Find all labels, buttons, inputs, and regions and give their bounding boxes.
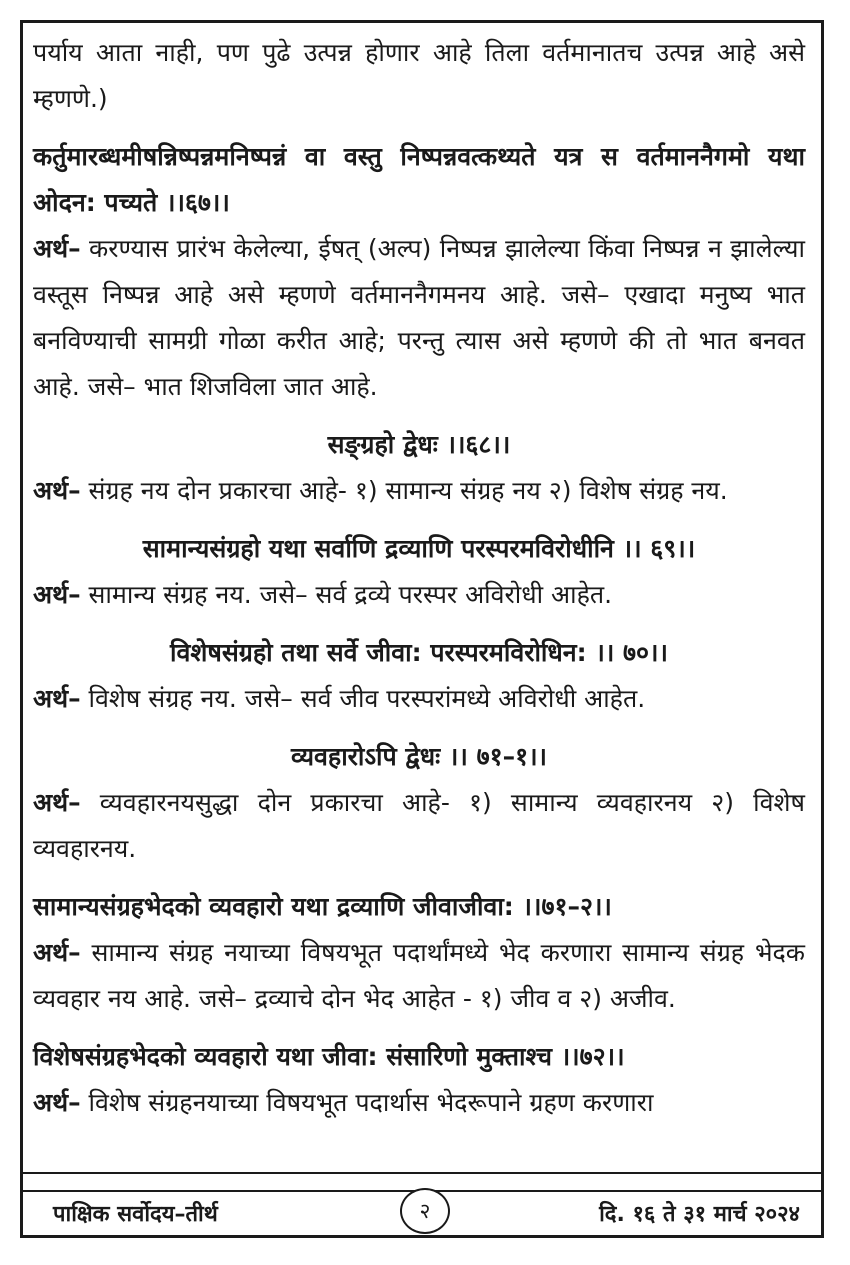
meaning-label: अर्थ– — [33, 938, 81, 967]
footer-divider — [20, 1172, 824, 1174]
page-number: २ — [400, 1188, 450, 1234]
meaning-label: अर्थ– — [33, 788, 81, 817]
meaning-label: अर्थ– — [33, 684, 81, 713]
publication-name: पाक्षिक सर्वोदय–तीर्थ — [53, 1202, 218, 1227]
issue-date: दि. १६ ते ३१ मार्च २०२४ — [599, 1202, 800, 1227]
meaning-paragraph — [33, 468, 805, 514]
page-content — [33, 30, 805, 1126]
meaning-label: अर्थ– — [33, 234, 81, 263]
meaning-label: अर्थ– — [33, 1088, 81, 1117]
meaning-paragraph — [33, 1080, 805, 1126]
sutra-verse: व्यवहारोऽपि द्वेधः ।। ७१–१।। — [290, 742, 548, 771]
sutra-verse: सामान्यसंग्रहभेदको व्यवहारो यथा द्रव्याणि जीवाजीवा: ।।७१–२।। — [33, 892, 612, 921]
meaning-text: पर्याय आता नाही, पण पुढे उत्पन्न होणार आहे तिला वर्तमानातच उत्पन्न आहे असे म्हणणे.) — [33, 38, 805, 113]
meaning-paragraph — [33, 30, 805, 122]
sutra-verse: सङ्ग्रहो द्वेधः ।।६८।। — [327, 430, 511, 459]
meaning-text: संग्रह नय दोन प्रकारचा आहे- १) सामान्य संग्रह नय २) विशेष संग्रह नय. — [88, 476, 728, 505]
meaning-text: विशेष संग्रह नय. जसे– सर्व जीव परस्परांमध्ये अविरोधी आहेत. — [88, 684, 646, 713]
sutra-verse: विशेषसंग्रहो तथा सर्वे जीवा: परस्परमविरोधिन: ।। ७०।। — [170, 638, 668, 667]
meaning-text: विशेष संग्रहनयाच्या विषयभूत पदार्थास भेदरूपाने ग्रहण करणारा — [88, 1088, 654, 1117]
meaning-text: व्यवहारनयसुद्धा दोन प्रकारचा आहे- १) सामान्य व्यवहारनय २) विशेष व्यवहारनय. — [33, 788, 805, 863]
meaning-text: सामान्य संग्रह नय. जसे– सर्व द्रव्ये परस्पर अविरोधी आहेत. — [88, 580, 613, 609]
sutra-verse: विशेषसंग्रहभेदको व्यवहारो यथा जीवा: संसारिणो मुक्ताश्च ।।७२।। — [33, 1042, 625, 1071]
sutra-verse: कर्तुमारब्धमीषन्निष्पन्नमनिष्पन्नं वा वस्तु निष्पन्नवत्कथ्यते यत्र स वर्तमाननैगमो यथा ओदन: पच्यते ।।६७।। — [33, 142, 805, 217]
meaning-paragraph — [33, 572, 805, 618]
meaning-text: करण्यास प्रारंभ केलेल्या, ईषत् (अल्प) निष्पन्न झालेल्या किंवा निष्पन्न न झालेल्या वस्तूस निष्पन्न आहे असे म्हणणे वर्तमाननैगमनय आहे. जसे– एखादा मनुष्य भात बनविण्याची सामग्री गोळा करीत आहे; परन्तु त्यास असे म्हणणे की तो भात बनवत आहे. जसे– भात शिजविला जात आहे. — [33, 234, 805, 401]
meaning-paragraph — [33, 780, 805, 872]
meaning-paragraph — [33, 676, 805, 722]
meaning-text: सामान्य संग्रह नयाच्या विषयभूत पदार्थांमध्ये भेद करणारा सामान्य संग्रह भेदक व्यवहार नय आहे. जसे– द्रव्याचे दोन भेद आहेत - १) जीव व २) अजीव. — [33, 938, 806, 1013]
sutra-verse: सामान्यसंग्रहो यथा सर्वाणि द्रव्याणि परस्परमविरोधीनि ।। ६९।। — [142, 534, 696, 563]
meaning-paragraph — [33, 930, 805, 1022]
meaning-paragraph — [33, 226, 805, 410]
meaning-label: अर्थ– — [33, 580, 81, 609]
page-footer — [20, 1190, 824, 1238]
meaning-label: अर्थ– — [33, 476, 81, 505]
